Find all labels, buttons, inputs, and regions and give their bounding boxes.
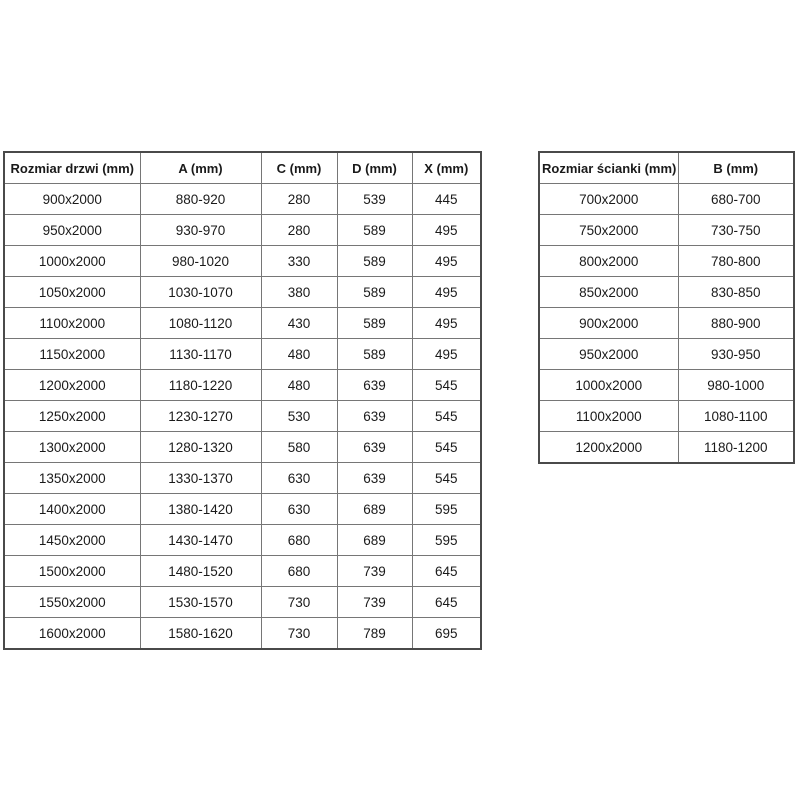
table-cell: 780-800 bbox=[678, 246, 794, 277]
table-cell: 1180-1220 bbox=[140, 370, 261, 401]
table-cell: 700x2000 bbox=[539, 184, 678, 215]
table-cell: 589 bbox=[337, 308, 412, 339]
table-row bbox=[4, 432, 481, 463]
table-cell: 1200x2000 bbox=[4, 370, 140, 401]
column-header: C (mm) bbox=[261, 152, 337, 184]
table-cell: 680 bbox=[261, 525, 337, 556]
table-row bbox=[539, 432, 794, 464]
table-cell: 545 bbox=[412, 432, 481, 463]
table-row bbox=[4, 494, 481, 525]
table-cell: 1330-1370 bbox=[140, 463, 261, 494]
table-cell: 730 bbox=[261, 618, 337, 650]
table-row bbox=[4, 184, 481, 215]
table-cell: 330 bbox=[261, 246, 337, 277]
wall-dimensions-table bbox=[538, 151, 795, 464]
table-cell: 630 bbox=[261, 494, 337, 525]
table-header-row bbox=[4, 152, 481, 184]
table-cell: 689 bbox=[337, 525, 412, 556]
table-cell: 900x2000 bbox=[4, 184, 140, 215]
column-header: D (mm) bbox=[337, 152, 412, 184]
table-cell: 280 bbox=[261, 184, 337, 215]
table-cell: 789 bbox=[337, 618, 412, 650]
table-cell: 750x2000 bbox=[539, 215, 678, 246]
table-cell: 595 bbox=[412, 525, 481, 556]
table-row bbox=[4, 556, 481, 587]
table-cell: 545 bbox=[412, 370, 481, 401]
table-cell: 545 bbox=[412, 463, 481, 494]
table-cell: 1080-1100 bbox=[678, 401, 794, 432]
table-cell: 680 bbox=[261, 556, 337, 587]
table-row bbox=[539, 308, 794, 339]
table-row bbox=[539, 246, 794, 277]
table-row bbox=[539, 370, 794, 401]
table-cell: 1100x2000 bbox=[539, 401, 678, 432]
table-cell: 530 bbox=[261, 401, 337, 432]
table-cell: 730-750 bbox=[678, 215, 794, 246]
table-cell: 880-900 bbox=[678, 308, 794, 339]
table-row bbox=[4, 308, 481, 339]
column-header: A (mm) bbox=[140, 152, 261, 184]
table-row bbox=[539, 277, 794, 308]
table-cell: 539 bbox=[337, 184, 412, 215]
table-cell: 495 bbox=[412, 277, 481, 308]
table-cell: 580 bbox=[261, 432, 337, 463]
table-cell: 380 bbox=[261, 277, 337, 308]
table-row bbox=[539, 215, 794, 246]
table-cell: 639 bbox=[337, 370, 412, 401]
table-header-row bbox=[539, 152, 794, 184]
column-header: Rozmiar drzwi (mm) bbox=[4, 152, 140, 184]
table-row bbox=[4, 370, 481, 401]
table-cell: 850x2000 bbox=[539, 277, 678, 308]
table-cell: 689 bbox=[337, 494, 412, 525]
table-row bbox=[4, 587, 481, 618]
table-cell: 1000x2000 bbox=[4, 246, 140, 277]
table-cell: 545 bbox=[412, 401, 481, 432]
table-row bbox=[4, 277, 481, 308]
table-cell: 639 bbox=[337, 432, 412, 463]
table-cell: 1100x2000 bbox=[4, 308, 140, 339]
table-cell: 1600x2000 bbox=[4, 618, 140, 650]
table-cell: 1480-1520 bbox=[140, 556, 261, 587]
table-cell: 1000x2000 bbox=[539, 370, 678, 401]
table-cell: 730 bbox=[261, 587, 337, 618]
table-cell: 1450x2000 bbox=[4, 525, 140, 556]
table-cell: 589 bbox=[337, 215, 412, 246]
table-cell: 1380-1420 bbox=[140, 494, 261, 525]
table-cell: 445 bbox=[412, 184, 481, 215]
table-cell: 1430-1470 bbox=[140, 525, 261, 556]
table-cell: 589 bbox=[337, 246, 412, 277]
table-cell: 980-1020 bbox=[140, 246, 261, 277]
table-row bbox=[4, 215, 481, 246]
column-header: X (mm) bbox=[412, 152, 481, 184]
table-cell: 1500x2000 bbox=[4, 556, 140, 587]
table-cell: 950x2000 bbox=[539, 339, 678, 370]
table-cell: 1400x2000 bbox=[4, 494, 140, 525]
table-row bbox=[4, 401, 481, 432]
table-row bbox=[4, 618, 481, 650]
table-cell: 639 bbox=[337, 463, 412, 494]
table-cell: 1150x2000 bbox=[4, 339, 140, 370]
table-cell: 630 bbox=[261, 463, 337, 494]
table-cell: 1050x2000 bbox=[4, 277, 140, 308]
table-cell: 495 bbox=[412, 339, 481, 370]
table-cell: 1530-1570 bbox=[140, 587, 261, 618]
table-cell: 645 bbox=[412, 587, 481, 618]
table-cell: 739 bbox=[337, 556, 412, 587]
table-cell: 800x2000 bbox=[539, 246, 678, 277]
column-header: B (mm) bbox=[678, 152, 794, 184]
table-cell: 830-850 bbox=[678, 277, 794, 308]
table-cell: 430 bbox=[261, 308, 337, 339]
table-cell: 1550x2000 bbox=[4, 587, 140, 618]
table-row bbox=[4, 246, 481, 277]
table-row bbox=[539, 339, 794, 370]
table-cell: 589 bbox=[337, 277, 412, 308]
table-cell: 980-1000 bbox=[678, 370, 794, 401]
table-cell: 480 bbox=[261, 339, 337, 370]
table-cell: 495 bbox=[412, 308, 481, 339]
table-cell: 495 bbox=[412, 246, 481, 277]
table-cell: 680-700 bbox=[678, 184, 794, 215]
table-cell: 880-920 bbox=[140, 184, 261, 215]
table-row bbox=[539, 184, 794, 215]
door-dimensions-table bbox=[3, 151, 482, 650]
table-row bbox=[4, 463, 481, 494]
table-cell: 280 bbox=[261, 215, 337, 246]
table-cell: 1280-1320 bbox=[140, 432, 261, 463]
table-cell: 1030-1070 bbox=[140, 277, 261, 308]
table-cell: 639 bbox=[337, 401, 412, 432]
column-header: Rozmiar ścianki (mm) bbox=[539, 152, 678, 184]
table-row bbox=[4, 525, 481, 556]
table-cell: 589 bbox=[337, 339, 412, 370]
table-cell: 695 bbox=[412, 618, 481, 650]
table-cell: 930-970 bbox=[140, 215, 261, 246]
table-cell: 595 bbox=[412, 494, 481, 525]
table-cell: 1580-1620 bbox=[140, 618, 261, 650]
table-cell: 900x2000 bbox=[539, 308, 678, 339]
table-cell: 739 bbox=[337, 587, 412, 618]
table-cell: 930-950 bbox=[678, 339, 794, 370]
table-cell: 1300x2000 bbox=[4, 432, 140, 463]
table-row bbox=[4, 339, 481, 370]
table-cell: 1200x2000 bbox=[539, 432, 678, 464]
table-cell: 1350x2000 bbox=[4, 463, 140, 494]
table-cell: 645 bbox=[412, 556, 481, 587]
table-cell: 1230-1270 bbox=[140, 401, 261, 432]
table-cell: 495 bbox=[412, 215, 481, 246]
table-cell: 950x2000 bbox=[4, 215, 140, 246]
table-row bbox=[539, 401, 794, 432]
table-cell: 1130-1170 bbox=[140, 339, 261, 370]
table-cell: 1080-1120 bbox=[140, 308, 261, 339]
table-cell: 480 bbox=[261, 370, 337, 401]
table-cell: 1180-1200 bbox=[678, 432, 794, 464]
table-cell: 1250x2000 bbox=[4, 401, 140, 432]
